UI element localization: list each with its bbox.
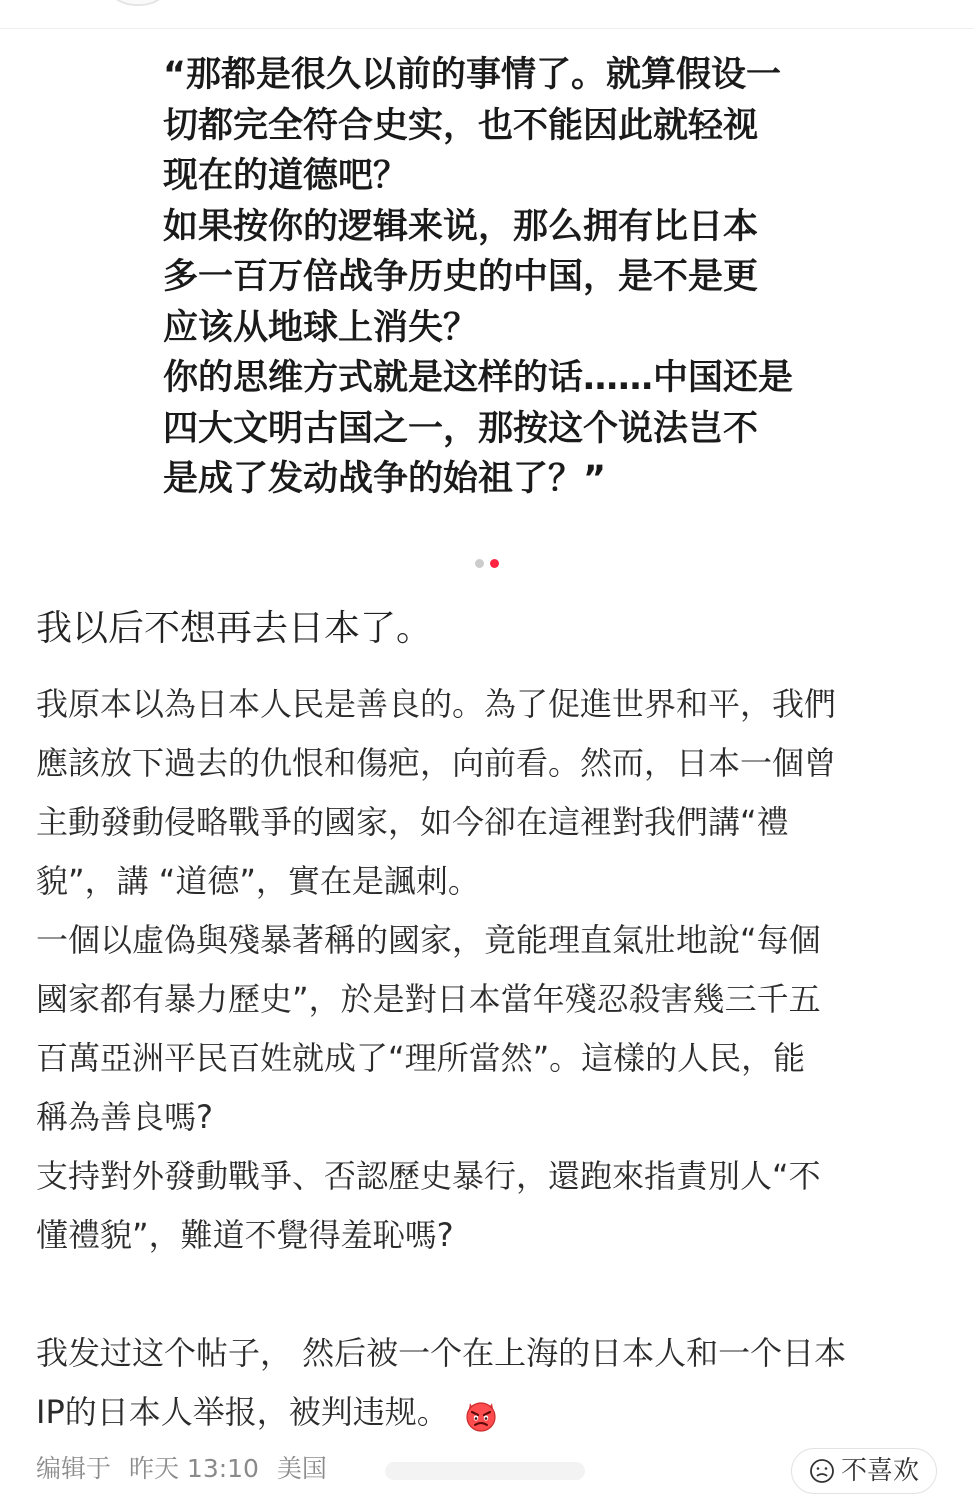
- blurred-region: [385, 1462, 585, 1480]
- footer-line: 我发过这个帖子， 然后被一个在上海的日本人和一个日本: [36, 1334, 847, 1372]
- image-carousel-slide[interactable]: [0, 30, 974, 550]
- post-location: 美国: [276, 1454, 327, 1483]
- footer-line-with-emoji: [36, 1383, 941, 1442]
- slide-line: 四大文明古国之一，那按这个说法岂不: [163, 408, 759, 449]
- body-line: 懂禮貌”，難道不覺得羞恥嗎?: [36, 1216, 454, 1254]
- slide-line: 多一百万倍战争历史的中国，是不是更: [163, 257, 759, 297]
- carousel-pagination: [0, 559, 974, 569]
- slide-line: 现在的道德吧？: [163, 156, 409, 196]
- slide-line: “那都是很久以前的事情了。就算假设一: [163, 55, 782, 95]
- slide-line: 应该从地球上消失？: [163, 307, 479, 348]
- post-body: [36, 675, 941, 1442]
- body-line: 百萬亞洲平民百姓就成了“理所當然”。這樣的人民，能: [36, 1039, 806, 1077]
- body-line: 貌”，講 “道德”，實在是諷刺。: [36, 862, 480, 900]
- slide-line: 是成了发动战争的始祖了？”: [163, 459, 607, 499]
- carousel-dot-active[interactable]: [490, 559, 499, 568]
- body-line: 國家都有暴力歷史”，於是對日本當年殘忍殺害幾三千五: [36, 980, 821, 1018]
- slide-quote-text: [163, 50, 863, 505]
- body-line: 稱為善良嗎?: [36, 1098, 213, 1136]
- edited-label: 编辑于: [36, 1454, 112, 1483]
- body-line: 應該放下過去的仇恨和傷疤，向前看。然而，日本一個曾: [36, 744, 837, 782]
- top-divider: [0, 28, 974, 29]
- carousel-dot[interactable]: [475, 559, 484, 568]
- body-line: 我原本以為日本人民是善良的。為了促進世界和平，我們: [36, 685, 837, 723]
- sad-face-icon: [809, 1458, 835, 1484]
- body-line: 一個以虛偽與殘暴著稱的國家，竟能理直氣壯地說“每個: [36, 921, 821, 959]
- body-line: 支持對外發動戰爭、否認歷史暴行，還跑來指責別人“不: [36, 1157, 821, 1195]
- footer-line-text: IP的日本人举报，被判违规。: [36, 1393, 449, 1431]
- paragraph-gap: [36, 1265, 941, 1324]
- body-line: 主動發動侵略戰爭的國家，如今卻在這裡對我們講“禮: [36, 803, 789, 841]
- slide-line: 如果按你的逻辑来说，那么拥有比日本: [163, 206, 759, 247]
- dislike-label: 不喜欢: [840, 1456, 919, 1486]
- post-date: 昨天 13:10: [128, 1454, 259, 1483]
- avatar[interactable]: [100, 0, 176, 6]
- slide-line: 你的思维方式就是这样的话……中国还是: [163, 358, 794, 398]
- dislike-button[interactable]: [791, 1448, 937, 1494]
- post-meta: [36, 1451, 337, 1487]
- slide-line: 切都完全符合史实，也不能因此就轻视: [163, 105, 759, 146]
- post-title: 我以后不想再去日本了。: [36, 608, 433, 649]
- angry-devil-emoji-icon: [463, 1393, 499, 1429]
